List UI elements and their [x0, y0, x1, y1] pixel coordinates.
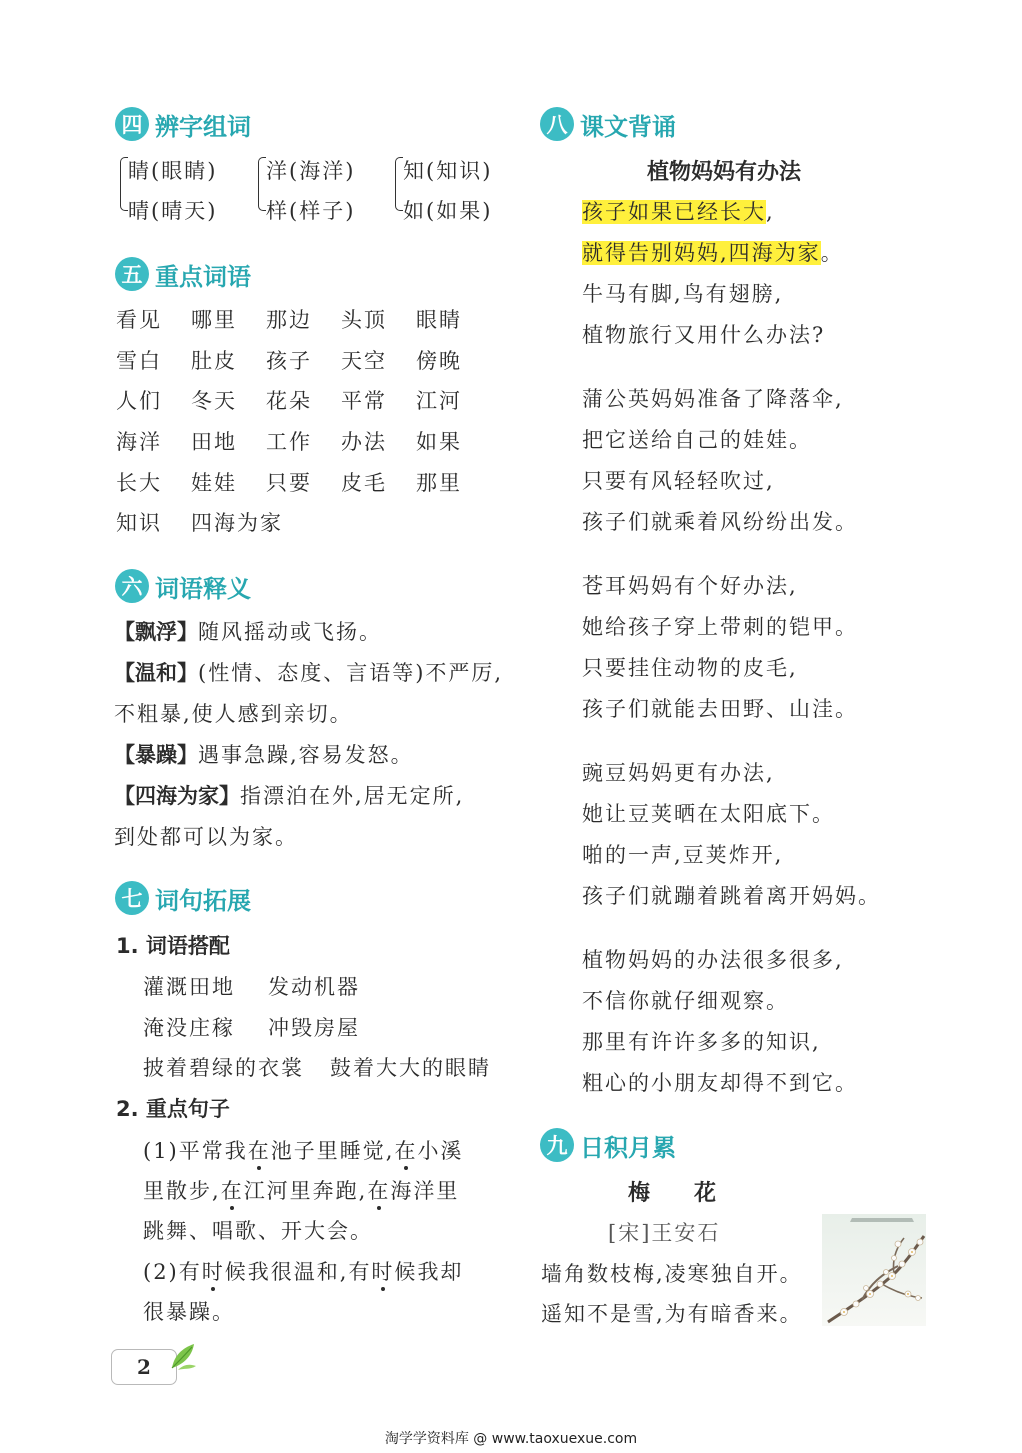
- poem-line-text: 。: [820, 241, 844, 265]
- poem-line: [582, 757, 775, 787]
- poem-line: [582, 278, 783, 308]
- emphasis-text: 有时候: [348, 1260, 418, 1284]
- word: 田地: [191, 430, 237, 454]
- section-number-badge: 九: [540, 1128, 574, 1162]
- poem-line-text: 只要有风轻轻吹过,: [582, 469, 775, 493]
- word: 如果: [416, 430, 462, 454]
- poem-line: [582, 1067, 858, 1097]
- sentence-fragment: 小溪: [417, 1139, 464, 1163]
- classical-poem-author: [宋]王安石: [608, 1221, 721, 1245]
- poem-line-text: 植物旅行又用什么办法?: [582, 323, 826, 347]
- word: 长大: [116, 471, 162, 495]
- word-pair: 披着碧绿的衣裳: [143, 1056, 304, 1080]
- word: 知识: [116, 511, 162, 535]
- definition-term: 【暴躁】: [114, 743, 198, 767]
- poem-line-text: 苍耳妈妈有个好办法,: [582, 574, 798, 598]
- word: 四海为家: [191, 511, 283, 535]
- poem-line-text: 不信你就仔细观察。: [582, 989, 789, 1013]
- poem-line-text: 只要挂住动物的皮毛,: [582, 656, 798, 680]
- sentence-line: [143, 1135, 463, 1165]
- bianzi-item: 睛(眼睛): [128, 159, 218, 183]
- highlighted-text: 就得告别妈妈,四海为家: [582, 241, 821, 265]
- word: 那里: [416, 471, 462, 495]
- word-row: [116, 304, 491, 334]
- sentence-fragment: 我却: [417, 1260, 464, 1284]
- poem-line-text: 孩子们就能去田野、山洼。: [582, 697, 858, 721]
- definition-term: 【飘浮】: [114, 620, 198, 644]
- section-7-header: [115, 880, 251, 916]
- word-pair: 发动机器: [268, 975, 360, 999]
- brace: [395, 157, 403, 211]
- section-number-badge: 八: [540, 107, 574, 141]
- definition-text: (性情、态度、言语等)不严厉,: [198, 661, 504, 685]
- subheading-key-sentences: 2. 重点句子: [116, 1097, 230, 1121]
- word: 海洋: [116, 430, 162, 454]
- plum-blossom-illustration: [822, 1214, 926, 1326]
- section-number-badge: 五: [115, 257, 149, 291]
- definition-text: 随风摇动或飞扬。: [198, 620, 382, 644]
- word: 皮毛: [341, 471, 387, 495]
- definition-continuation: 不粗暴,使人感到亲切。: [114, 702, 353, 726]
- bianzi-item: 知(知识): [403, 159, 493, 183]
- poem-line-text: 孩子们就乘着风纷纷出发。: [582, 510, 858, 534]
- section-number-badge: 七: [115, 881, 149, 915]
- word-row: [116, 345, 491, 375]
- poem-line: [582, 611, 858, 641]
- poem-line: [582, 1026, 821, 1056]
- word: 眼睛: [416, 308, 462, 332]
- definition-text: 指漂泊在外,居无定所,: [240, 784, 465, 808]
- poem-line: [582, 237, 844, 267]
- section-number-badge: 六: [115, 569, 149, 603]
- word: 工作: [266, 430, 312, 454]
- word-row: [116, 467, 491, 497]
- poem-line-text: 啪的一声,豆荚炸开,: [582, 843, 784, 867]
- sentence-fragment: (2): [143, 1260, 179, 1284]
- subheading-word-pairs: 1. 词语搭配: [116, 934, 230, 958]
- word: 雪白: [116, 349, 162, 373]
- section-title: 重点词语: [155, 262, 251, 291]
- section-5-header: [115, 256, 251, 292]
- word: 肚皮: [191, 349, 237, 373]
- classical-poem-line: 墙角数枝梅,凌寒独自开。: [541, 1262, 803, 1286]
- poem-line-text: 她给孩子穿上带刺的铠甲。: [582, 615, 858, 639]
- sentence-line: 跳舞、唱歌、开大会。: [143, 1219, 373, 1243]
- poem-line-text: 粗心的小朋友却得不到它。: [582, 1071, 858, 1095]
- brace: [258, 157, 266, 211]
- word-pair: 鼓着大大的眼睛: [330, 1056, 491, 1080]
- poem-line: [582, 196, 775, 226]
- poem-line: [582, 985, 789, 1015]
- word: 冬天: [191, 389, 237, 413]
- poem-line: [582, 319, 825, 349]
- poem-line: [582, 506, 858, 536]
- poem-line: [582, 465, 775, 495]
- sentence-fragment: 里散步,: [143, 1179, 221, 1203]
- word: 办法: [341, 430, 387, 454]
- section-6-header: [115, 568, 251, 604]
- word: 人们: [116, 389, 162, 413]
- word: 娃娃: [191, 471, 237, 495]
- word: 平常: [341, 389, 387, 413]
- section-8-header: [540, 106, 676, 142]
- emphasis-char: 在: [367, 1179, 391, 1203]
- poem-line: [582, 798, 835, 828]
- bianzi-item: 晴(晴天): [128, 199, 218, 223]
- poem-line-text: 植物妈妈的办法很多很多,: [582, 948, 844, 972]
- definition-continuation: 到处都可以为家。: [114, 825, 298, 849]
- poem-line-text: 那里有许许多多的知识,: [582, 1030, 821, 1054]
- definition-item: [114, 739, 414, 769]
- section-title: 词句拓展: [155, 886, 251, 915]
- poem-line: [582, 424, 812, 454]
- word: 天空: [341, 349, 387, 373]
- sentence-fragment: 池子里睡觉,: [270, 1139, 395, 1163]
- sentence-fragment: 我很温和,: [247, 1260, 349, 1284]
- brace: [120, 157, 128, 211]
- emphasis-text: 有时候: [178, 1260, 248, 1284]
- poem-line-text: 把它送给自己的娃娃。: [582, 428, 812, 452]
- page-number: 2: [111, 1349, 177, 1385]
- word: 那边: [266, 308, 312, 332]
- word: 傍晚: [416, 349, 462, 373]
- poem-line: [582, 880, 881, 910]
- sentence-line: 很暴躁。: [143, 1300, 235, 1324]
- poem-line: [582, 944, 844, 974]
- bianzi-item: 如(如果): [403, 199, 493, 223]
- sentence-fragment: 江河里奔跑,: [243, 1179, 368, 1203]
- word: 江河: [416, 389, 462, 413]
- definition-item: [114, 780, 464, 810]
- poem-line: [582, 693, 858, 723]
- poem-line: [582, 570, 798, 600]
- poem-line: [582, 383, 844, 413]
- section-number-badge: 四: [115, 107, 149, 141]
- word-row: [116, 385, 491, 415]
- word-row: [116, 507, 341, 537]
- section-title: 课文背诵: [580, 112, 676, 141]
- section-9-header: [540, 1127, 676, 1163]
- leaf-icon: [168, 1340, 198, 1372]
- bianzi-item: 洋(海洋): [266, 159, 356, 183]
- poem-line-text: ,: [766, 200, 775, 224]
- section-title: 词语释义: [155, 574, 251, 603]
- classical-poem-line: 遥知不是雪,为有暗香来。: [541, 1302, 803, 1326]
- sentence-line: [143, 1256, 463, 1286]
- definition-item: [114, 657, 503, 687]
- word: 哪里: [191, 308, 237, 332]
- sentence-fragment: 海洋里: [390, 1179, 460, 1203]
- definition-text: 遇事急躁,容易发怒。: [198, 743, 414, 767]
- poem-line-text: 孩子们就蹦着跳着离开妈妈。: [582, 884, 881, 908]
- poem-title: 植物妈妈有办法: [647, 160, 802, 185]
- word-pair: 淹没庄稼: [143, 1016, 235, 1040]
- word: 花朵: [266, 389, 312, 413]
- section-title: 日积月累: [580, 1133, 676, 1162]
- poem-line-text: 蒲公英妈妈准备了降落伞,: [582, 387, 844, 411]
- sentence-line: [143, 1175, 459, 1205]
- word-row: [116, 426, 491, 456]
- bianzi-item: 样(样子): [266, 199, 356, 223]
- emphasis-char: 在: [394, 1139, 418, 1163]
- word: 头顶: [341, 308, 387, 332]
- poem-line-text: 牛马有脚,鸟有翅膀,: [582, 282, 784, 306]
- word: 孩子: [266, 349, 312, 373]
- section-4-header: [115, 106, 251, 142]
- poem-line: [582, 839, 783, 869]
- definition-item: [114, 616, 382, 646]
- emphasis-char: 在: [220, 1179, 244, 1203]
- word-pair: 灌溉田地: [143, 975, 235, 999]
- emphasis-char: 在: [247, 1139, 271, 1163]
- word: 看见: [116, 308, 162, 332]
- word-pair: 冲毁房屋: [268, 1016, 360, 1040]
- footer-watermark: 淘学学资料库 @ www.taoxuexue.com: [384, 1431, 638, 1447]
- section-title: 辨字组词: [155, 112, 251, 141]
- poem-line-text: 她让豆荚晒在太阳底下。: [582, 802, 835, 826]
- highlighted-text: 孩子如果已经长大: [582, 200, 766, 224]
- word: 只要: [266, 471, 312, 495]
- definition-term: 【四海为家】: [114, 784, 240, 808]
- sentence-fragment: (1)平常我: [143, 1139, 248, 1163]
- poem-line: [582, 652, 798, 682]
- definition-term: 【温和】: [114, 661, 198, 685]
- poem-line-text: 豌豆妈妈更有办法,: [582, 761, 775, 785]
- classical-poem-title: 梅 花: [628, 1181, 717, 1206]
